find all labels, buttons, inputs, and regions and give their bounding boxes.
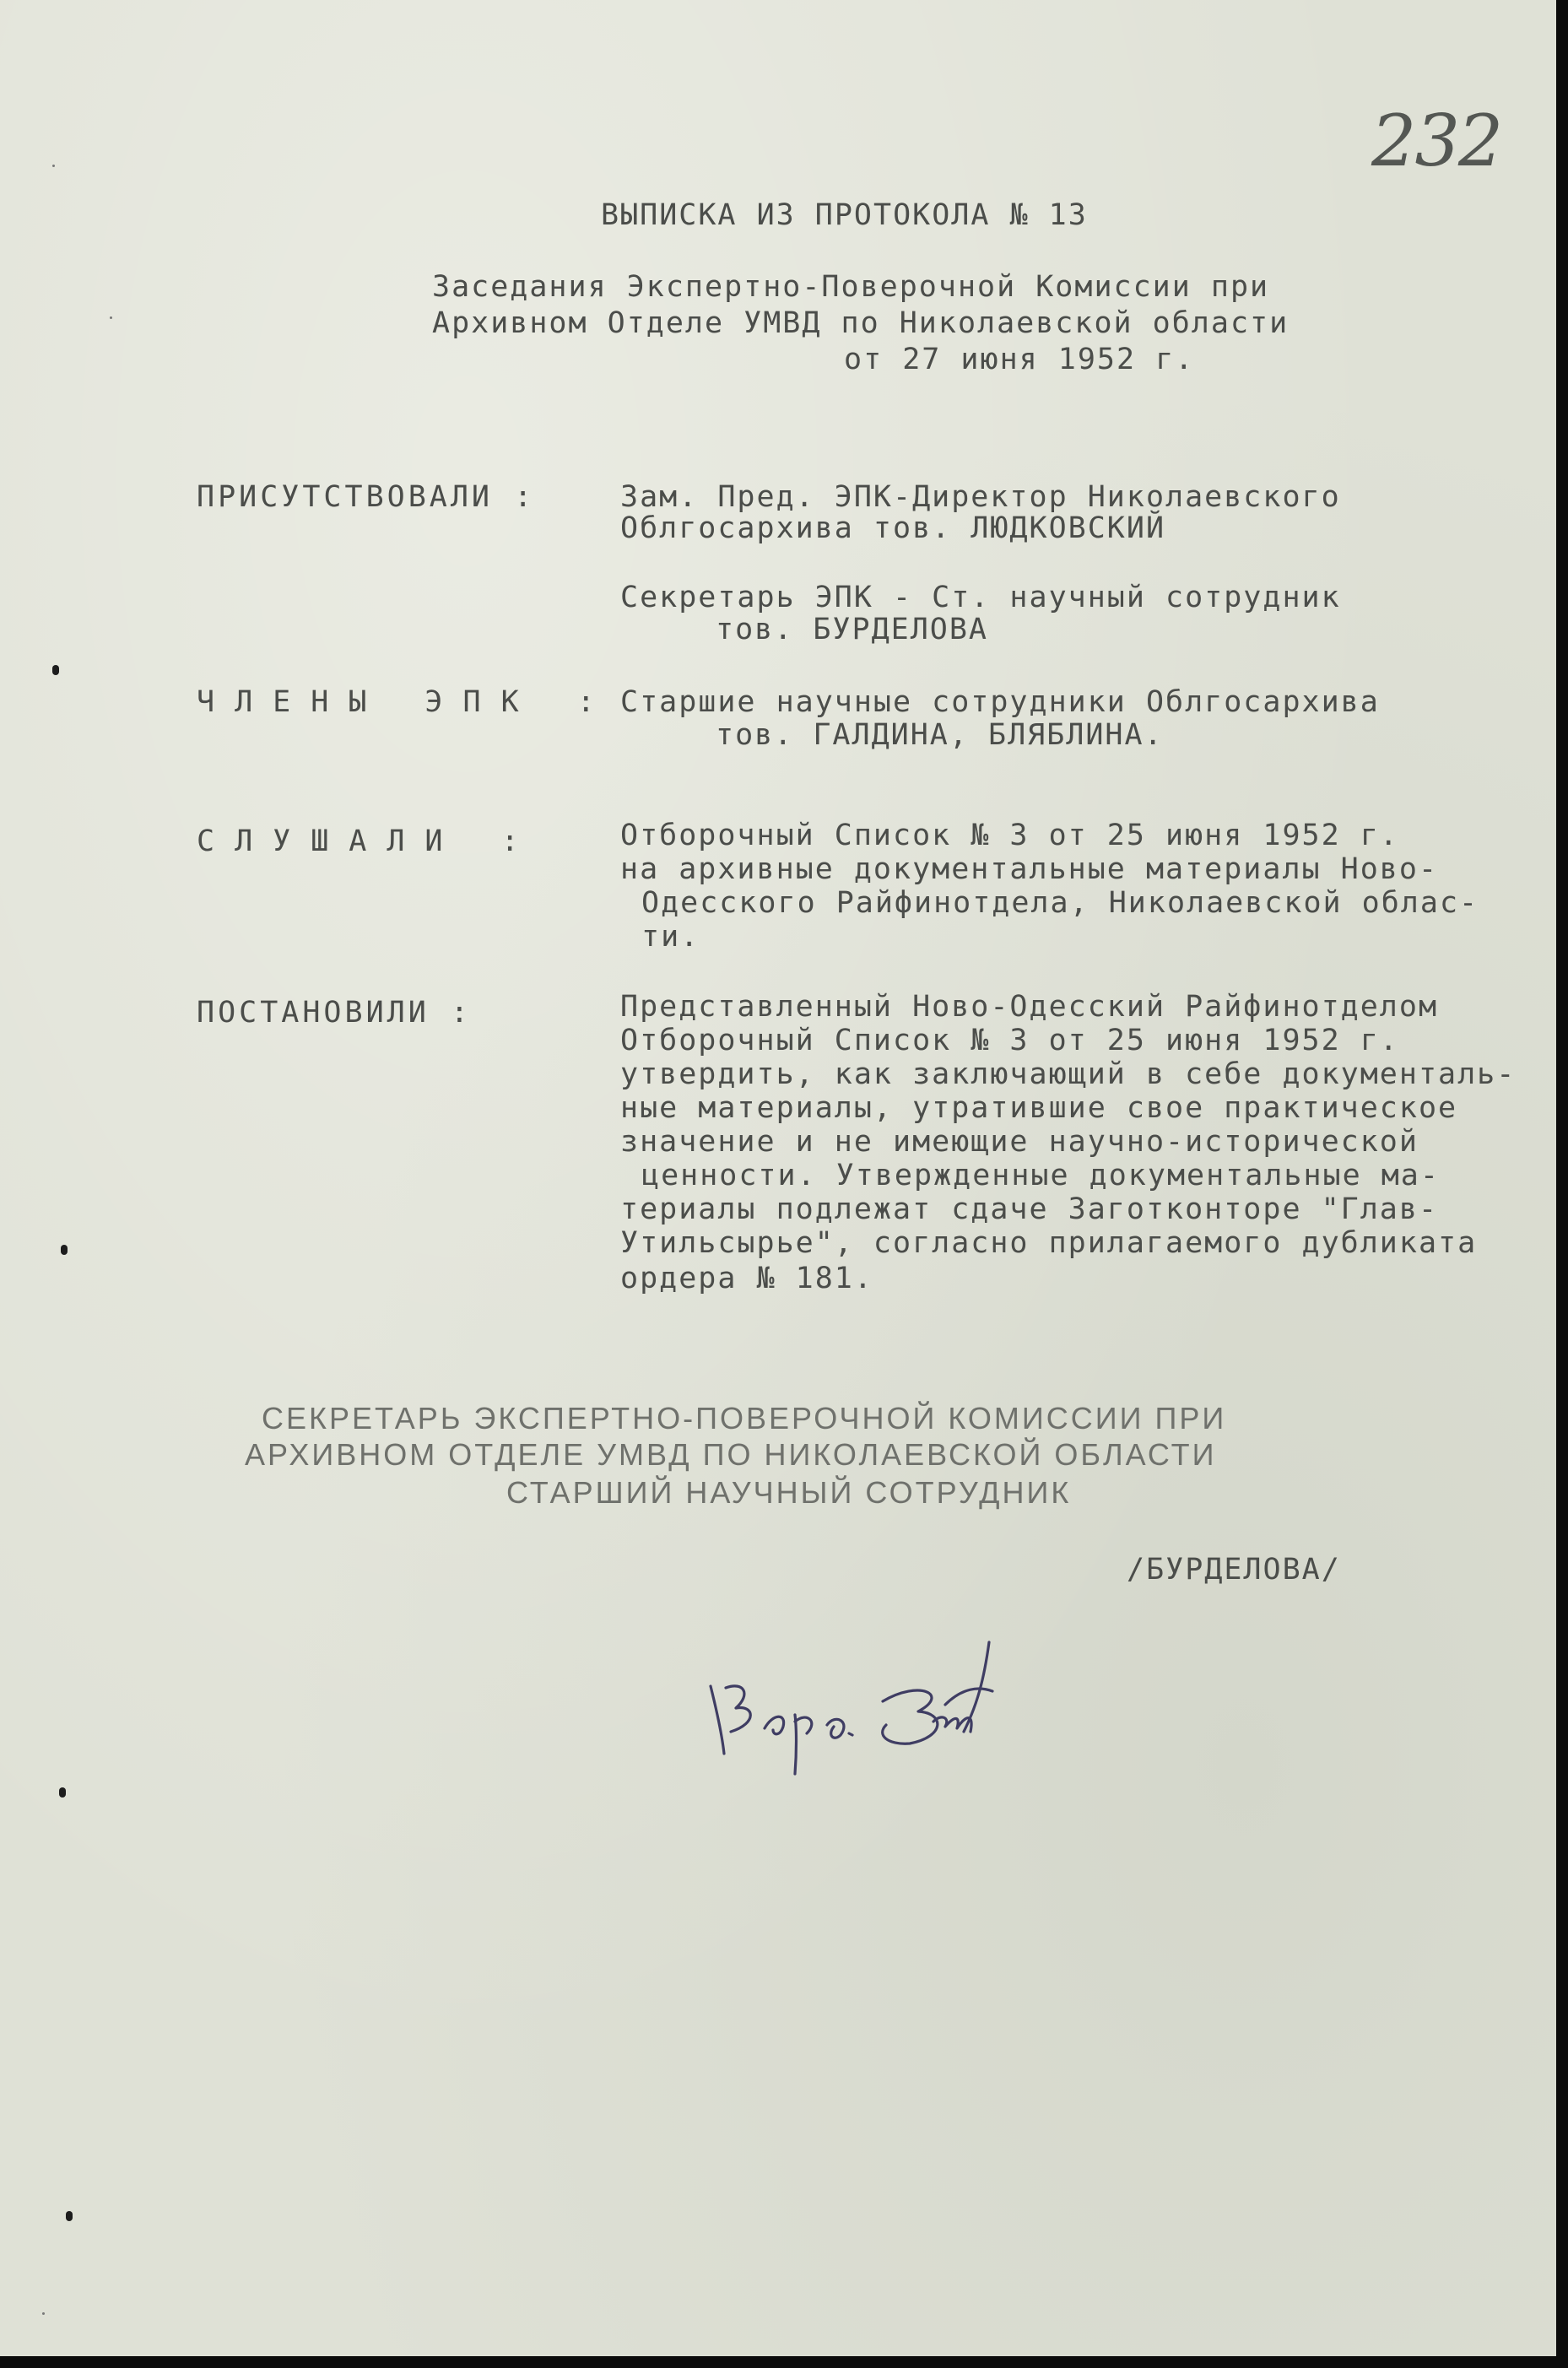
resolved-line: утвердить, как заключающий в себе документаль-	[620, 1057, 1517, 1091]
stamp-line: АРХИВНОМ ОТДЕЛЕ УМВД ПО НИКОЛАЕВСКОЙ ОБЛАСТИ	[245, 1437, 1217, 1472]
stamp-line: СЕКРЕТАРЬ ЭКСПЕРТНО-ПОВЕРОЧНОЙ КОМИССИИ ПРИ	[262, 1401, 1227, 1435]
present-line: Секретарь ЭПК - Ст. научный сотрудник	[620, 581, 1341, 614]
members-line: Старшие научные сотрудники Облгосархива	[620, 685, 1380, 719]
resolved-line: Отборочный Список № 3 от 25 июня 1952 г.	[620, 1024, 1399, 1057]
scan-border	[1556, 0, 1568, 2368]
present-line: Облгосархива тов. ЛЮДКОВСКИЙ	[620, 511, 1166, 545]
stamp-line: СТАРШИЙ НАУЧНЫЙ СОТРУДНИК	[506, 1475, 1072, 1510]
label-present: ПРИСУТСТВОВАЛИ :	[197, 480, 536, 514]
resolved-line: ные материалы, утратившие свое практическое	[620, 1091, 1458, 1125]
resolved-line: ценности. Утвержденные документальные ма-	[641, 1159, 1440, 1192]
binder-hole	[59, 1787, 66, 1798]
heard-line: ти.	[641, 920, 700, 954]
signature-name: /БУРДЕЛОВА/	[1127, 1553, 1341, 1587]
binder-hole	[66, 2211, 73, 2221]
present-line: Зам. Пред. ЭПК-Директор Николаевского	[620, 480, 1341, 514]
page-number: 232	[1371, 100, 1502, 182]
resolved-line: Утильсырье", согласно прилагаемого дубликата	[620, 1226, 1478, 1260]
label-members: ЧЛЕНЫ ЭПК :	[197, 685, 615, 719]
label-resolved: ПОСТАНОВИЛИ :	[197, 996, 472, 1030]
document-title: ВЫПИСКА ИЗ ПРОТОКОЛА № 13	[601, 198, 1088, 232]
heard-line: на архивные документальные материалы Ново-	[620, 852, 1439, 886]
resolved-line: Представленный Ново-Одесский Райфинотделом	[620, 990, 1439, 1024]
resolved-line: значение и не имеющие научно-исторической	[620, 1125, 1419, 1159]
heard-line: Одесского Райфинотдела, Николаевской облас-	[641, 886, 1479, 920]
resolved-line: териалы подлежат сдаче Заготконторе "Глав-	[620, 1192, 1439, 1226]
meeting-date: от 27 июня 1952 г.	[844, 343, 1195, 376]
label-heard: СЛУШАЛИ :	[197, 824, 539, 858]
paper-speck	[42, 2312, 45, 2315]
members-line: тов. ГАЛДИНА, БЛЯБЛИНА.	[716, 718, 1164, 752]
header-line: Заседания Экспертно-Поверочной Комиссии при	[432, 270, 1270, 304]
binder-hole	[52, 665, 59, 675]
handwritten-signature	[692, 1587, 1030, 1789]
heard-line: Отборочный Список № 3 от 25 июня 1952 г.	[620, 819, 1399, 852]
header-line: Архивном Отделе УМВД по Николаевской области	[432, 306, 1290, 340]
binder-hole	[61, 1245, 68, 1255]
present-line: тов. БУРДЕЛОВА	[716, 613, 989, 646]
resolved-line: ордера № 181.	[620, 1262, 873, 1295]
paper-speck	[52, 165, 55, 167]
scan-border	[0, 2356, 1568, 2368]
paper-speck	[110, 316, 112, 319]
